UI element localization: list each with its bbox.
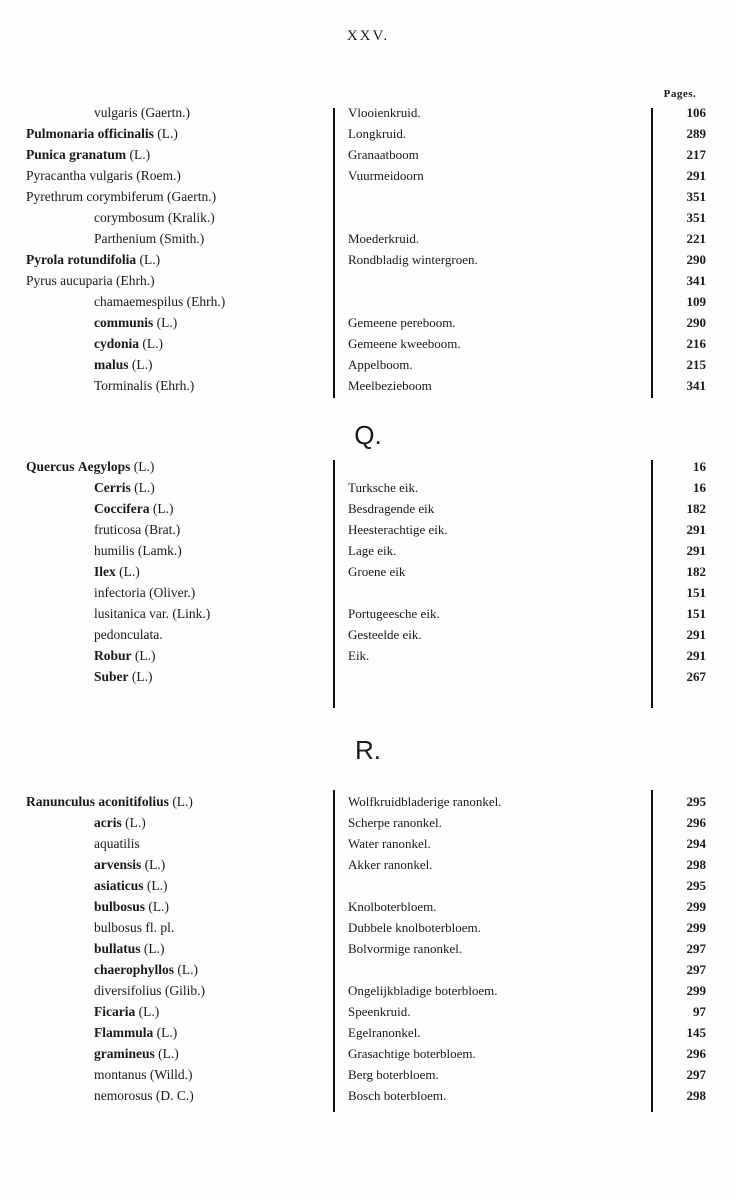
latin-name: [94, 603, 210, 624]
dutch-name: Speenkruid.: [348, 1004, 411, 1019]
author-abbreviation: (Gaertn.): [166, 189, 217, 204]
index-entry-row: [0, 477, 736, 498]
dutch-name: Meelbezieboom: [348, 378, 432, 393]
species-name: Suber: [94, 669, 129, 684]
index-entry-row: [0, 812, 736, 833]
latin-name: [94, 1043, 179, 1064]
author-abbreviation: (L.): [134, 480, 155, 495]
index-entry-row: [0, 123, 736, 144]
author-abbreviation: (L.): [133, 459, 155, 474]
genus-name: Pyrola: [26, 252, 64, 267]
latin-name: [94, 102, 190, 123]
index-entry-row: [0, 249, 736, 270]
author-abbreviation: (L.): [129, 147, 151, 162]
index-entry-row: [0, 498, 736, 519]
author-abbreviation: (L.): [134, 648, 156, 663]
dutch-name: Moederkruid.: [348, 231, 420, 246]
dutch-name: Gemeene kweeboom.: [348, 336, 461, 351]
page-reference: 296: [686, 815, 706, 830]
genus-name: Pyrus: [26, 273, 57, 288]
species-name: Ficaria: [94, 1004, 136, 1019]
latin-name: [94, 561, 140, 582]
dutch-name: Wolfkruidbladerige ranonkel.: [348, 794, 502, 809]
dutch-name: Gesteelde eik.: [348, 627, 422, 642]
page-reference: 290: [686, 252, 706, 267]
species-name: corymbiferum: [86, 189, 164, 204]
page-reference: 299: [686, 983, 706, 998]
dutch-name: Grasachtige boterbloem.: [348, 1046, 476, 1061]
species-name: pedonculata.: [94, 627, 163, 642]
species-name: Torminalis: [94, 378, 153, 393]
index-entry-row: [0, 854, 736, 875]
dutch-name: Rondbladig wintergroen.: [348, 252, 478, 267]
author-abbreviation: (L.): [125, 815, 146, 830]
author-abbreviation: (Ehrh.): [155, 378, 195, 393]
species-name: rotundifolia: [67, 252, 137, 267]
species-name: Ilex: [94, 564, 116, 579]
genus-name: Pyrethrum: [26, 189, 83, 204]
index-entry-row: [0, 456, 736, 477]
author-abbreviation: (D. C.): [155, 1088, 194, 1103]
latin-name: [94, 938, 165, 959]
dutch-name: Besdragende eik: [348, 501, 435, 516]
latin-name: [94, 333, 163, 354]
species-name: malus: [94, 357, 129, 372]
latin-name: [94, 291, 225, 312]
index-entry-row: [0, 375, 736, 396]
species-name: aquatilis: [94, 836, 140, 851]
dutch-name: Water ranonkel.: [348, 836, 431, 851]
index-entry-row: [0, 270, 736, 291]
page-reference: 298: [686, 1088, 706, 1103]
dutch-name: Knolboterbloem.: [348, 899, 437, 914]
author-abbreviation: (L.): [172, 794, 193, 809]
species-name: Parthenium: [94, 231, 157, 246]
dutch-name: Bosch boterbloem.: [348, 1088, 447, 1103]
species-name: asiaticus: [94, 878, 144, 893]
index-entry-row: [0, 1022, 736, 1043]
index-entry-row: [0, 938, 736, 959]
index-entry-row: [0, 165, 736, 186]
species-name: bullatus: [94, 941, 141, 956]
species-name: aconitifolius: [98, 794, 169, 809]
page-reference: 221: [686, 231, 706, 246]
latin-name: [94, 312, 177, 333]
latin-name: [94, 812, 146, 833]
index-entry-row: [0, 833, 736, 854]
page-reference: 291: [686, 168, 706, 183]
index-entry-row: [0, 312, 736, 333]
dutch-name: Egelranonkel.: [348, 1025, 421, 1040]
page-reference: 295: [686, 794, 706, 809]
author-abbreviation: (L.): [119, 564, 140, 579]
latin-name: [94, 645, 156, 666]
dutch-name: Bolvormige ranonkel.: [348, 941, 463, 956]
species-name: chamaemespilus: [94, 294, 184, 309]
latin-name: [94, 959, 198, 980]
page-reference: 351: [686, 189, 706, 204]
latin-name: [94, 582, 195, 603]
index-entry-row: [0, 333, 736, 354]
page-reference: 182: [686, 564, 706, 579]
page-reference: 151: [686, 606, 706, 621]
author-abbreviation: (L.): [144, 857, 166, 872]
author-abbreviation: (Oliver.): [149, 585, 196, 600]
species-name: acris: [94, 815, 122, 830]
page-reference: 217: [686, 147, 706, 162]
page-reference: 16: [693, 459, 706, 474]
section-letter-heading: R.: [355, 735, 381, 765]
index-entry-row: [0, 540, 736, 561]
species-name: humilis: [94, 543, 135, 558]
index-entry-row: [0, 582, 736, 603]
pages-column-header: Pages.: [663, 88, 697, 100]
index-entry-row: [0, 624, 736, 645]
genus-name: Punica: [26, 147, 66, 162]
page-reference: 106: [686, 105, 706, 120]
species-name: vulgaris: [94, 105, 138, 120]
species-name: Coccifera: [94, 501, 150, 516]
index-entry-row: [0, 102, 736, 123]
species-name: nemorosus: [94, 1088, 153, 1103]
species-name: infectoria: [94, 585, 146, 600]
index-entry-row: [0, 959, 736, 980]
author-abbreviation: (L.): [143, 941, 165, 956]
page-number: XXV.: [346, 28, 390, 44]
author-abbreviation: (Ehrh.): [115, 273, 155, 288]
page-reference: 182: [686, 501, 706, 516]
page-reference: 216: [686, 336, 706, 351]
index-entry-row: [0, 875, 736, 896]
index-entry-row: [0, 603, 736, 624]
index-entry-row: [0, 354, 736, 375]
dutch-name: Dubbele knolboterbloem.: [348, 920, 481, 935]
page-reference: 297: [686, 962, 706, 977]
latin-name: [26, 186, 216, 207]
index-entry-row: [0, 896, 736, 917]
author-abbreviation: (L.): [139, 252, 161, 267]
index-entry-row: [0, 645, 736, 666]
author-abbreviation: (Smith.): [159, 231, 205, 246]
latin-name: [26, 456, 154, 477]
genus-name: Pulmonaria: [26, 126, 95, 141]
page-reference: 296: [686, 1046, 706, 1061]
species-name: Cerris: [94, 480, 131, 495]
author-abbreviation: (L.): [146, 878, 168, 893]
index-entry-row: [0, 228, 736, 249]
author-abbreviation: fl. pl.: [145, 920, 175, 935]
author-abbreviation: (L.): [131, 669, 153, 684]
index-entry-row: [0, 144, 736, 165]
dutch-name: Turksche eik.: [348, 480, 419, 495]
author-abbreviation: (L.): [158, 1046, 179, 1061]
index-entry-row: [0, 519, 736, 540]
species-name: bulbosus: [94, 920, 143, 935]
author-abbreviation: (L.): [156, 315, 178, 330]
latin-name: [94, 875, 168, 896]
author-abbreviation: (L.): [148, 899, 170, 914]
latin-name: [94, 354, 153, 375]
dutch-name: Granaatboom: [348, 147, 419, 162]
latin-name: [94, 666, 153, 687]
page-reference: 295: [686, 878, 706, 893]
genus-name: Quercus: [26, 459, 75, 474]
page-reference: 97: [693, 1004, 706, 1019]
latin-name: [94, 228, 204, 249]
latin-name: [94, 519, 180, 540]
dutch-name: Akker ranonkel.: [348, 857, 433, 872]
latin-name: [94, 1001, 159, 1022]
page-reference: 291: [686, 627, 706, 642]
species-name: arvensis: [94, 857, 142, 872]
dutch-name: Longkruid.: [348, 126, 407, 141]
author-abbreviation: (Kralik.): [167, 210, 215, 225]
dutch-name: Berg boterbloem.: [348, 1067, 439, 1082]
index-entry-row: [0, 1085, 736, 1106]
index-entry-row: [0, 1043, 736, 1064]
page-reference: 297: [686, 941, 706, 956]
species-name: diversifolius: [94, 983, 162, 998]
page-reference: 16: [693, 480, 706, 495]
species-name: lusitanica var.: [94, 606, 169, 621]
species-name: chaerophyllos: [94, 962, 175, 977]
author-abbreviation: (Brat.): [144, 522, 181, 537]
section-letter-heading: Q.: [354, 420, 382, 450]
author-abbreviation: (Link.): [172, 606, 211, 621]
dutch-name: Eik.: [348, 648, 370, 663]
page-reference: 291: [686, 543, 706, 558]
species-name: corymbosum: [94, 210, 165, 225]
dutch-name: Gemeene pereboom.: [348, 315, 456, 330]
dutch-name: Portugeesche eik.: [348, 606, 440, 621]
author-abbreviation: (Willd.): [149, 1067, 193, 1082]
page-reference: 294: [686, 836, 706, 851]
author-abbreviation: (L.): [131, 357, 153, 372]
latin-name: [94, 498, 173, 519]
page-reference: 291: [686, 522, 706, 537]
latin-name: [94, 980, 205, 1001]
latin-name: [94, 1064, 192, 1085]
index-entry-row: [0, 207, 736, 228]
latin-name: [26, 249, 160, 270]
species-name: communis: [94, 315, 154, 330]
author-abbreviation: (Lamk.): [137, 543, 182, 558]
author-abbreviation: (Gaertn.): [140, 105, 190, 120]
author-abbreviation: (L.): [156, 1025, 178, 1040]
author-abbreviation: (Ehrh.): [186, 294, 226, 309]
dutch-name: Groene eik: [348, 564, 406, 579]
page-reference: 267: [686, 669, 706, 684]
latin-name: [94, 1085, 194, 1106]
index-entry-row: [0, 186, 736, 207]
index-entry-row: [0, 791, 736, 812]
latin-name: [94, 624, 163, 645]
latin-name: [94, 375, 194, 396]
latin-name: [26, 791, 193, 812]
species-name: granatum: [69, 147, 127, 162]
index-entry-row: [0, 917, 736, 938]
page-reference: 351: [686, 210, 706, 225]
latin-name: [26, 123, 178, 144]
dutch-name: Lage eik.: [348, 543, 397, 558]
latin-name: [94, 207, 215, 228]
page-reference: 297: [686, 1067, 706, 1082]
latin-name: [94, 896, 169, 917]
page-reference: 151: [686, 585, 706, 600]
author-abbreviation: (L.): [177, 962, 199, 977]
page-reference: 298: [686, 857, 706, 872]
page-reference: 290: [686, 315, 706, 330]
species-name: Robur: [94, 648, 132, 663]
species-name: Aegylops: [77, 459, 131, 474]
species-name: Flammula: [94, 1025, 154, 1040]
species-name: aucuparia: [60, 273, 113, 288]
latin-name: [94, 477, 155, 498]
species-name: gramineus: [94, 1046, 155, 1061]
latin-name: [94, 1022, 177, 1043]
dutch-name: Heesterachtige eik.: [348, 522, 448, 537]
latin-name: [94, 540, 182, 561]
latin-name: [26, 270, 155, 291]
latin-name: [26, 165, 181, 186]
dutch-name: Ongelijkbladige boterbloem.: [348, 983, 498, 998]
page-reference: 289: [686, 126, 706, 141]
species-name: vulgaris: [89, 168, 133, 183]
genus-name: Pyracantha: [26, 168, 86, 183]
index-entry-row: [0, 561, 736, 582]
index-entry-row: [0, 980, 736, 1001]
page-reference: 145: [686, 1025, 706, 1040]
page-reference: 215: [686, 357, 706, 372]
author-abbreviation: (Roem.): [136, 168, 181, 183]
author-abbreviation: (L.): [152, 501, 174, 516]
dutch-name: Vlooienkruid.: [348, 105, 421, 120]
page-reference: 299: [686, 899, 706, 914]
species-name: bulbosus: [94, 899, 146, 914]
index-entry-row: [0, 291, 736, 312]
latin-name: [94, 833, 140, 854]
index-entry-row: [0, 1001, 736, 1022]
page-reference: 299: [686, 920, 706, 935]
page-reference: 341: [686, 273, 706, 288]
species-name: montanus: [94, 1067, 147, 1082]
page-reference: 109: [686, 294, 706, 309]
author-abbreviation: (L.): [138, 1004, 160, 1019]
author-abbreviation: (L.): [142, 336, 164, 351]
latin-name: [94, 854, 165, 875]
species-name: fruticosa: [94, 522, 142, 537]
species-name: officinalis: [97, 126, 154, 141]
author-abbreviation: (Gilib.): [164, 983, 205, 998]
index-entry-row: [0, 1064, 736, 1085]
genus-name: Ranunculus: [26, 794, 96, 809]
species-name: cydonia: [94, 336, 140, 351]
latin-name: [26, 144, 150, 165]
author-abbreviation: (L.): [157, 126, 178, 141]
dutch-name: Appelboom.: [348, 357, 413, 372]
page-reference: 341: [686, 378, 706, 393]
dutch-name: Vuurmeidoorn: [348, 168, 424, 183]
dutch-name: Scherpe ranonkel.: [348, 815, 442, 830]
page-reference: 291: [686, 648, 706, 663]
latin-name: [94, 917, 174, 938]
index-entry-row: [0, 666, 736, 687]
